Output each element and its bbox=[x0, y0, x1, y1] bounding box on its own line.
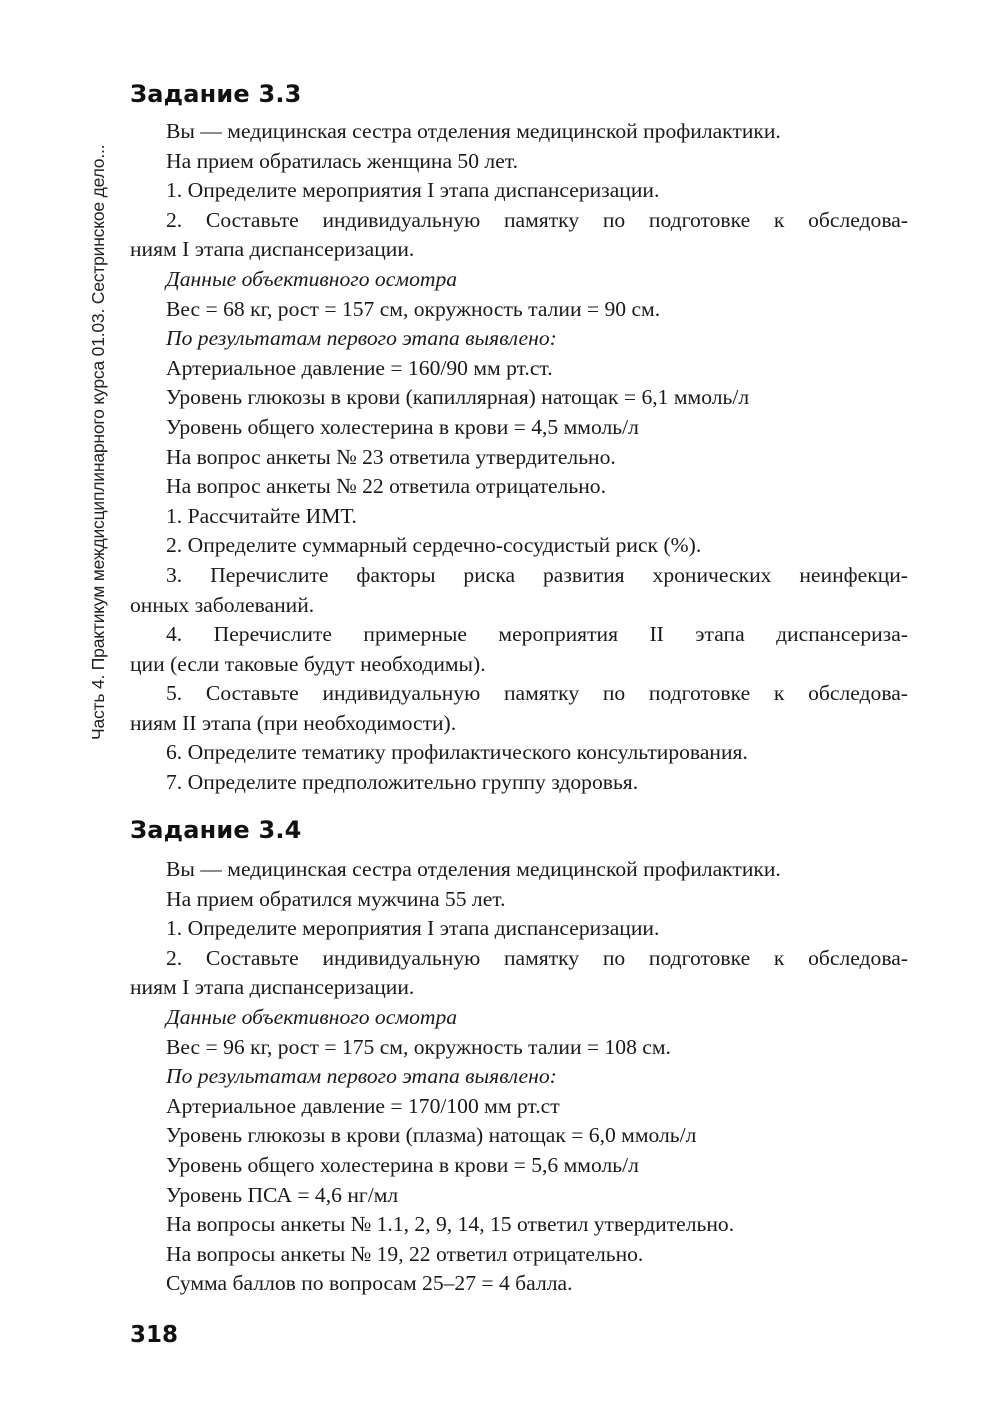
subheading: По результатам первого этапа выявлено: bbox=[166, 326, 557, 351]
text-line: 7. Определите предположительно группу здоровья. bbox=[166, 770, 639, 795]
text-line: Сумма баллов по вопросам 25–27 = 4 балла. bbox=[166, 1271, 573, 1296]
text-line: 1. Рассчитайте ИМТ. bbox=[166, 503, 357, 528]
task-3-4-body bbox=[130, 855, 908, 1299]
text-line: На вопрос анкеты № 22 ответила отрицательно. bbox=[166, 474, 607, 499]
subheading: По результатам первого этапа выявлено: bbox=[166, 1064, 557, 1089]
text-line: онных заболеваний. bbox=[130, 592, 315, 617]
task-3-3-body bbox=[130, 117, 908, 798]
subheading: Данные объективного осмотра bbox=[166, 266, 458, 291]
text-line: Уровень глюкозы в крови (плазма) натощак = 6,0 ммоль/л bbox=[166, 1123, 697, 1148]
text-line: Артериальное давление = 160/90 мм рт.ст. bbox=[166, 355, 553, 380]
text-line: Вес = 68 кг, рост = 157 см, окружность талии = 90 см. bbox=[166, 296, 661, 321]
task-3-3-title: Задание 3.3 bbox=[130, 80, 302, 108]
text-line: На вопросы анкеты № 1.1, 2, 9, 14, 15 ответил утвердительно. bbox=[166, 1212, 735, 1237]
text-line: На вопрос анкеты № 23 ответила утвердительно. bbox=[166, 444, 616, 469]
text-line: Вес = 96 кг, рост = 175 см, окружность талии = 108 см. bbox=[166, 1034, 671, 1059]
text-line: 1. Определите мероприятия I этапа диспансеризации. bbox=[166, 178, 660, 203]
page-number: 318 bbox=[130, 1322, 179, 1348]
running-head: Часть 4. Практикум междисциплинарного курса 01.03. Сестринское дело... bbox=[88, 144, 108, 740]
text-line: Артериальное давление = 170/100 мм рт.ст bbox=[166, 1093, 560, 1118]
text-line: 2. Составьте индивидуальную памятку по подготовке к обследова- bbox=[166, 207, 908, 232]
text-line: 6. Определите тематику профилактического консультирования. bbox=[166, 740, 748, 765]
text-line: На прием обратилась женщина 50 лет. bbox=[166, 148, 518, 173]
subheading: Данные объективного осмотра bbox=[166, 1004, 458, 1029]
text-line: 4. Перечислите примерные мероприятия II этапа диспансеризa- bbox=[166, 622, 908, 647]
text-line: На вопросы анкеты № 19, 22 ответил отрицательно. bbox=[166, 1241, 644, 1266]
text-line: 2. Определите суммарный сердечно-сосудистый риск (%). bbox=[166, 533, 702, 558]
text-line: Уровень общего холестерина в крови = 5,6 ммоль/л bbox=[166, 1152, 639, 1177]
text-line: 5. Составьте индивидуальную памятку по подготовке к обследова- bbox=[166, 681, 908, 706]
text-line: Вы — медицинская сестра отделения медицинской профилактики. bbox=[166, 857, 781, 881]
text-line: Вы — медицинская сестра отделения медицинской профилактики. bbox=[166, 119, 781, 143]
text-line: Уровень ПСА = 4,6 нг/мл bbox=[166, 1182, 399, 1207]
text-line: ниям I этапа диспансеризации. bbox=[130, 975, 415, 1000]
text-line: 1. Определите мероприятия I этапа диспансеризации. bbox=[166, 916, 660, 941]
text-line: ниям II этапа (при необходимости). bbox=[130, 710, 457, 735]
text-line: Уровень общего холестерина в крови = 4,5 ммоль/л bbox=[166, 414, 639, 439]
text-line: На прием обратился мужчина 55 лет. bbox=[166, 886, 506, 911]
text-line: Уровень глюкозы в крови (капиллярная) натощак = 6,1 ммоль/л bbox=[166, 385, 750, 410]
task-3-4-title: Задание 3.4 bbox=[130, 816, 302, 844]
text-line: 3. Перечислите факторы риска развития хронических неинфекци- bbox=[166, 562, 908, 587]
text-line: ниям I этапа диспансеризации. bbox=[130, 237, 415, 262]
text-line: 2. Составьте индивидуальную памятку по подготовке к обследова- bbox=[166, 945, 908, 970]
text-line: ции (если таковые будут необходимы). bbox=[130, 651, 486, 676]
